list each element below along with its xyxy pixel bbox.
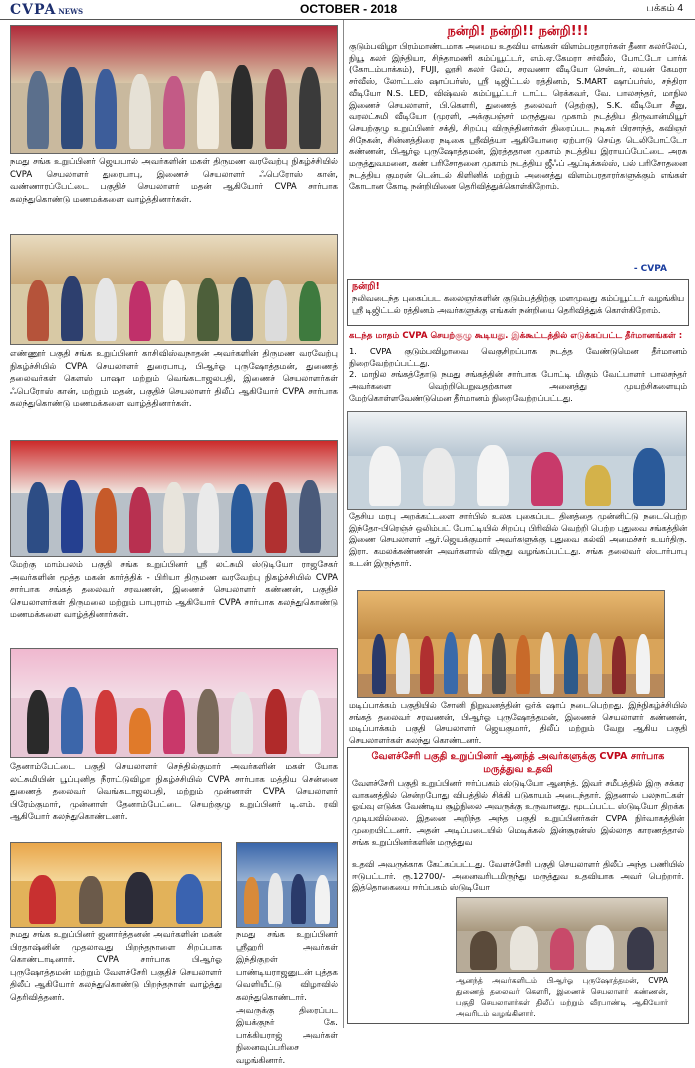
caption-wedding-3: மேற்கு மாம்பலம் பகுதி சங்க உறுப்பினர் ஸ்ரீ லட்சுமி ஸ்டுடியோ ராஜசேகர் அவர்களின் மூத்த மகன் கார்த்திக் - பிரியா திருமண வரவேற்பு நிகழ்ச்சியில் CVPA சார்பாக சங்கத் தலைவர் சரவணன், இணைச் செயலாளர் கண்ணன், பகுதிச் செயலாளர்கள் திருமலை மற்றும் பாபுராம் ஆகியோர் CVPA சார்பாக கலந்துகொண்டு மணமக்களை வாழ்த்தினார்கள். [10, 560, 338, 621]
issue-month: OCTOBER - 2018 [300, 2, 398, 16]
caption-birthday: நமது சங்க உறுப்பினர் ஜனார்த்தனன் அவர்களின் மகன் பிரதாஷ்னின் முதலாவது பிறந்தநாளை சிறப்பாக கொண்டாடினார். CVPA சார்பாக பிஆர்ஓ புருஷோத்தமன் மற்றும் வேளச்சேரி பகுதிச் செயலாளர் திலீப் ஆகியோர் கலந்துகொண்டு பிறந்தநாள் வாழ்த்து தெரிவித்தனர். [10, 930, 222, 1003]
caption-workshop: மடிப்பாக்கம் பகுதியில் சோனி நிறுவனத்தின் ஒர்க் ஷாப் நடைபெற்றது. இந்நிகழ்ச்சியில் சங்கத் தலைவர் சரவணன், பிஆர்ஓ புருஷோத்தமன், இணைச் செயலாளர் கண்ணன், மடிப்பாக்கம் பகுதி செயலாளர் ஜெயகுமார், திலீப் மற்றும் வேறு ஆகிய பகுதி செயலாளர்கள் கலந்து கொண்டனர். [349, 700, 687, 746]
photo-function-4 [10, 648, 338, 758]
thanks-title: நன்றி! நன்றி!! நன்றி!!! [447, 24, 589, 39]
caption-wedding-1: நமது சங்க உறுப்பினர் ஜெயபால் அவர்களின் மகள் திருமண வரவேற்பு நிகழ்ச்சியில் CVPA செயலாளர் துரைபாபு, இணைச் செயலாளர் ஃபெரோஸ் கான், வண்ணாரப்பேட்டை பகுதிச் செயலாளர் மதன் ஆகியோர் CVPA சார்பாக கலந்துகொண்டு மணமக்களை வாழ்த்தினார்கள். [10, 157, 338, 205]
caption-book-release: நமது சங்க உறுப்பினர் ஸ்ரீஹரி அவர்கள் இந்திகுறள் பாண்டியராஜனுடன் புத்தக வெளியீட்டு விழாவில் கலந்துகொண்டார். அவருக்கு திரைப்பட இயக்குநர் கே. பாக்கியராஜ் அவர்கள் நினைவுப்பரிசை வழங்கினார். [236, 930, 338, 1066]
photo-award [347, 411, 687, 510]
cvpa-logo: CVPA NEWS [10, 2, 84, 18]
photo-workshop-group [357, 590, 665, 698]
medical-aid-body: வேளச்சேரி பகுதி உறுப்பினர் ஈர்ப்பகம் ஸ்டுடியோ ஆனந்த். இவர் சமீபத்தில் இரு சக்கர வாகனத்தில் சென்றபோது விபத்தில் சிக்கி படுகாயம் அடைந்தார். இதனால் பலநாட்கள் ஓய்வு எடுக்க வேண்டிய சூழ்நிலை அவருக்கு உருவானது. மூடப்பட்ட ஸ்டுடியோ திறக்க முடியவில்லை. இதனை அறிந்த அந்த பகுதி உறுப்பினர்கள் CVPA நிர்வாகத்தின் முறையிட்டனர். அதன் அடிப்படையில் மெடிக்கல் இன்சூரன்ஸ் இல்லாத காரணத்தால் சங்க உறுப்பினர்களின் மருத்துவ [352, 778, 684, 847]
meeting-heading: கடந்த மாதம் CVPA செயற்குழு கூடியது. இக்கூட்டத்தில் எடுக்கப்பட்ட தீர்மானங்கள் : [349, 331, 683, 341]
thanks-box [347, 279, 689, 326]
page-number: பக்கம் 4 [646, 3, 683, 14]
photo-wedding-2 [10, 234, 338, 345]
caption-function-4: தேனாம்பேட்டை பகுதி செயலாளர் செந்தில்குமார் அவர்களின் மகள் யோக லட்சுமியின் பூப்புனித நீராட்டுவிழா நிகழ்ச்சியில் CVPA சார்பாக மத்திய சென்னை துணைத் தலைவர் வெங்கடாஜலபதி, மற்றும் முன்னாள் CVPA செயலாளர் பிரேம்குமார், முன்னாள் தேனாம்பேட்டை செயற்குழு உறுப்பினர் டி.எம். ரவி ஆகியோர் கலந்துகொண்டனர். [10, 762, 338, 823]
medical-aid-title: வேளச்சேரி பகுதி உறுப்பினர் ஆனந்த் அவர்களுக்கு CVPA சார்பாக மருத்துவ உதவி [371, 751, 665, 775]
caption-wedding-2: எண்ணூர் பகுதி சங்க உறுப்பினர் காசிவிஸ்வநாதன் அவர்களின் திருமண வரவேற்பு நிகழ்ச்சியில் CVPA செயலாளர் துரைபாபு, பிஆர்ஓ புருஷோத்தமன், துணைத் தலைவர்கள் கௌஸ் பாஷா மற்றும் வெங்கடாஜலபதி, இணைச் செயலாளர்கள் ஃபெரோஸ் கான், மற்றும் மதன், பகுதிச் செயலாளர் திலீப் ஆகியோர் CVPA சார்பாக கலந்துகொண்டு மணமக்களை வாழ்த்தினார்கள். [10, 349, 338, 410]
photo-wedding-3 [10, 440, 338, 557]
thanks-signature: - CVPA [633, 264, 667, 274]
photo-wedding-1 [10, 25, 338, 154]
caption-award: தேசிய மரபு அறக்கட்டளை சார்பில் உலக புகைப்பட தினத்தை முன்னிட்டு நடைபெற்ற இந்தோ-பிரெஞ்ச் ஒலிம்பட் போட்டியில் சிறப்பு பிரிவில் வெற்றி பெற்ற புதுவை சங்கத்தின் இணை செயலாளர் ஆர்.ஜெயக்குமார் அவர்களுக்கு புதுவை கல்வி அமைச்சர் உயர்திரு. இரா. கமலக்கண்ணன் அவர்களால் விருது வழங்கப்பட்டது. சங்க தலைவர் ஸ்டார்பாபு உடன் இருந்தார். [349, 511, 687, 568]
meeting-resolutions: 1. CVPA குடும்பவிழாவை வெகுசிறப்பாக நடத்த வேண்டுமென தீர்மானம் நிறைவேற்றப்பட்டது. 2. மாநில சங்கத்தோடு நமது சங்கத்தின் சார்பாக போட்டி மிகும் வேட்பாளர் பாலசந்தர் அவர்களை வெற்றிபெறுவதற்கான அனைத்து முயற்சிகளையும் மேற்கொள்ளவேண்டுமென தீர்மானம் நிறைவேற்றப்பட்டது. [349, 346, 687, 403]
photo-birthday [10, 842, 222, 928]
caption-medical-aid: ஆனந்த் அவர்களிடம் பிஆர்ஓ புருஷோத்தமன், CVPA துணைத் தலைவர் கௌரி, இணைச் செயலாளர் கண்ணன், பகுதி செயலாளர்கள் திலீப் மற்றும் வீரபாண்டி ஆகியோர் அவரிடம் வழங்கினார். [456, 976, 668, 1018]
thanks-body: குடும்பவிழா பிரம்மாண்டமாக அமைய உதவிய எங்கள் விளம்பரதாரர்கள் தீனா கலர்லேப், நியூ கலர் இந்தியா, சிந்தாமணி கம்ப்யூட்டர், எம்.ஏ.கேமரா சர்வீஸ், போட்டோ பார்க் (கோடம்பாக்கம்), FUJI, லூசி கலர் லேப், சரவணா வீடியோ சென்டர், லயன் கேமரா சர்வீஸ், லோட்டஸ் ஷாப்பர்ஸ், ஸ்ரீ டிஜிட்டல் ரத்தினம், S.MART ஷாப்பர்ஸ், சந்திரா வீடியோ N.S. LED, விஷ்வல் கம்ப்யூட்டர் டாட்ட ரெக்கவர், வே. பாலசந்தர், மாநில இணைச் செயலாளர், பி.கெளரி, துணைத் தலைவர் (தெற்கு), S.K. வீடியோ சீனு, வரலட்சுமி வீடியோ (முரளி, அக்குபஞ்சர் மருத்துவ முகாம் நடத்திய திருவான்மியூர் செயற்குழு உறுப்பினர் சக்தி, சிறப்பு விருந்தினர்கள் திரைப்பட நடிகர் பிரசாந்த், கவிஞர் சிநேகன், சின்னத்திரை நடிகை ஸ்ரீவித்யா ஆகியோரை ஏற்பாடு செய்த டெலிபோட்டோ கண்ணன், பிஆர்ஓ புருஷோத்தமன், இரத்ததான முகாம் நடத்திய இராயப்பேட்டை அரசு மருத்துவமனை, கண் பரிசோதனை முகாம் நடத்திய ஜீஃப் ஆப்டிக்கல்ஸ், பல் பரிசோதனை நடத்திய குமரன் டென்டல் கிளினிக் மற்றும் அனைத்து விளம்பரதாரர்களுக்கும் எங்கள் கோடான கோடி நன்றியினை தெரிவித்துக்கொள்கிறோம். [349, 41, 687, 192]
medical-aid-body-cont: உதவி அவருக்காக கேட்கப்பட்டது. வேளச்சேரி பகுதி செயலாளர் திலீப் அந்த பணியில் ஈடுபட்டார். ரூ.12700/- அனைவரிடமிருந்து மருத்துவ உதவியாக அவர் பெற்றார். இத்தொகையை ஈர்ப்பகம் ஸ்டுடியோ [352, 859, 684, 893]
photo-medical-aid [456, 897, 668, 973]
thanks-box-body: நலிவடைந்த புகைப்பட கலைஞர்களின் குடும்பத்திற்கு மளமுவது கம்ப்யூட்டர் வழங்கிய ஸ்ரீ டிஜிட்டல் ரத்தினம் அவர்களுக்கு எங்கள் நன்றியை தெரிவித்துக் கொள்கிறோம். [352, 293, 684, 315]
thanks-box-title: நன்றி! [352, 281, 380, 292]
page-header [0, 0, 695, 20]
column-divider [343, 20, 344, 1028]
photo-book-release [236, 842, 338, 928]
